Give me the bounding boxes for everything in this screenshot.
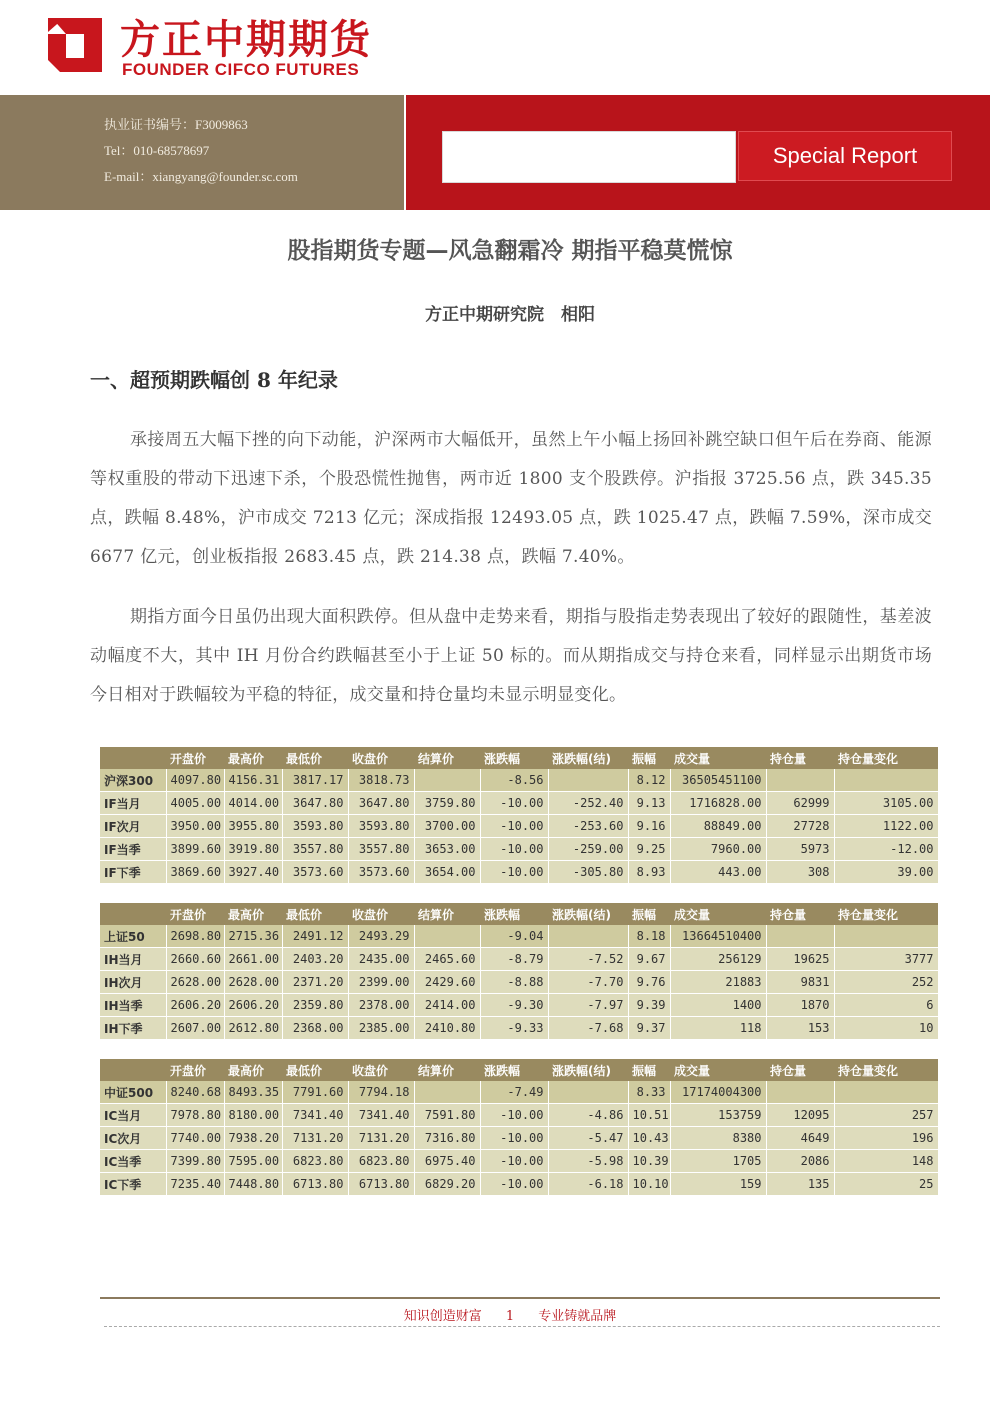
table-cell: 7341.40 bbox=[282, 1104, 348, 1127]
table-row bbox=[100, 925, 938, 948]
table-cell: 10.43 bbox=[628, 1127, 670, 1150]
table-cell bbox=[548, 769, 628, 792]
row-label: 沪深300 bbox=[100, 769, 166, 792]
row-label: IH次月 bbox=[100, 971, 166, 994]
table-cell: 10 bbox=[834, 1017, 938, 1040]
column-header: 成交量 bbox=[670, 747, 766, 769]
column-header: 收盘价 bbox=[348, 903, 414, 925]
table-cell: 118 bbox=[670, 1017, 766, 1040]
table-cell: -9.30 bbox=[480, 994, 548, 1017]
table-cell: 9.39 bbox=[628, 994, 670, 1017]
table-cell: 7591.80 bbox=[414, 1104, 480, 1127]
table-cell: 3647.80 bbox=[282, 792, 348, 815]
table-cell: 2403.20 bbox=[282, 948, 348, 971]
table-cell: 2371.20 bbox=[282, 971, 348, 994]
table-cell: 3557.80 bbox=[348, 838, 414, 861]
row-label: IH当月 bbox=[100, 948, 166, 971]
table-cell: 2368.00 bbox=[282, 1017, 348, 1040]
table-cell: 148 bbox=[834, 1150, 938, 1173]
table-row bbox=[100, 815, 938, 838]
table-cell: 2661.00 bbox=[224, 948, 282, 971]
table-cell: 2606.20 bbox=[166, 994, 224, 1017]
table-cell: 2698.80 bbox=[166, 925, 224, 948]
column-header: 收盘价 bbox=[348, 747, 414, 769]
table-cell bbox=[414, 1081, 480, 1104]
table-cell: 19625 bbox=[766, 948, 834, 971]
table-cell: 8.18 bbox=[628, 925, 670, 948]
table-cell: 36505451100 bbox=[670, 769, 766, 792]
table-cell: -10.00 bbox=[480, 792, 548, 815]
table-row bbox=[100, 1127, 938, 1150]
table-cell: -8.79 bbox=[480, 948, 548, 971]
logo-chinese-name: 方正中期期货 bbox=[120, 17, 372, 63]
table-cell: 2612.80 bbox=[224, 1017, 282, 1040]
table-cell bbox=[548, 1081, 628, 1104]
table-row bbox=[100, 861, 938, 884]
table-cell: 12095 bbox=[766, 1104, 834, 1127]
logo-english-name: FOUNDER CIFCO FUTURES bbox=[122, 60, 360, 79]
table-cell: 2491.12 bbox=[282, 925, 348, 948]
column-header: 持仓量变化 bbox=[834, 903, 938, 925]
table-cell: 153 bbox=[766, 1017, 834, 1040]
table-cell: 3899.60 bbox=[166, 838, 224, 861]
footer-divider bbox=[100, 1297, 940, 1299]
table-cell: 7791.60 bbox=[282, 1081, 348, 1104]
table-cell: 2410.80 bbox=[414, 1017, 480, 1040]
table-cell: 9.16 bbox=[628, 815, 670, 838]
table-cell: 2359.80 bbox=[282, 994, 348, 1017]
row-label: IC次月 bbox=[100, 1127, 166, 1150]
table-cell: 6 bbox=[834, 994, 938, 1017]
table-cell bbox=[414, 769, 480, 792]
table-cell bbox=[834, 925, 938, 948]
column-header: 振幅 bbox=[628, 903, 670, 925]
row-label: IF当季 bbox=[100, 838, 166, 861]
table-cell: 3557.80 bbox=[282, 838, 348, 861]
banner-blank-box bbox=[442, 131, 736, 183]
table-cell: 256129 bbox=[670, 948, 766, 971]
column-header: 开盘价 bbox=[166, 747, 224, 769]
table-cell: -7.70 bbox=[548, 971, 628, 994]
table-cell bbox=[834, 1081, 938, 1104]
table-cell: 2607.00 bbox=[166, 1017, 224, 1040]
table-cell: -5.47 bbox=[548, 1127, 628, 1150]
table-cell bbox=[766, 769, 834, 792]
column-header: 涨跌幅(结) bbox=[548, 747, 628, 769]
column-header: 最低价 bbox=[282, 903, 348, 925]
table-header-row bbox=[100, 1059, 938, 1081]
table-cell: 8380 bbox=[670, 1127, 766, 1150]
table-cell: 7399.80 bbox=[166, 1150, 224, 1173]
table-cell: 13664510400 bbox=[670, 925, 766, 948]
table-cell: -7.52 bbox=[548, 948, 628, 971]
table-cell: -5.98 bbox=[548, 1150, 628, 1173]
table-cell: 252 bbox=[834, 971, 938, 994]
table-cell: -252.40 bbox=[548, 792, 628, 815]
table-cell: 8180.00 bbox=[224, 1104, 282, 1127]
table-cell: 1870 bbox=[766, 994, 834, 1017]
table-cell: 1122.00 bbox=[834, 815, 938, 838]
table-cell: 8.93 bbox=[628, 861, 670, 884]
table-cell: 7131.20 bbox=[348, 1127, 414, 1150]
report-author: 方正中期研究院 相阳 bbox=[425, 305, 595, 325]
table-cell: 196 bbox=[834, 1127, 938, 1150]
section-heading: 一、超预期跌幅创 8 年纪录 bbox=[90, 368, 338, 392]
column-header: 持仓量 bbox=[766, 903, 834, 925]
table-cell: 3927.40 bbox=[224, 861, 282, 884]
column-header: 振幅 bbox=[628, 1059, 670, 1081]
column-header: 涨跌幅 bbox=[480, 1059, 548, 1081]
table-cell: 4097.80 bbox=[166, 769, 224, 792]
table-cell: 3818.73 bbox=[348, 769, 414, 792]
table-cell: 6829.20 bbox=[414, 1173, 480, 1196]
footer-slogan-right: 专业铸就品牌 bbox=[538, 1309, 617, 1324]
table-cell: 135 bbox=[766, 1173, 834, 1196]
table-cell: 1705 bbox=[670, 1150, 766, 1173]
license-number: 执业证书编号：F3009863 bbox=[104, 117, 248, 132]
table-cell: 257 bbox=[834, 1104, 938, 1127]
table-cell: -10.00 bbox=[480, 1127, 548, 1150]
column-header: 最高价 bbox=[224, 1059, 282, 1081]
table-cell bbox=[414, 925, 480, 948]
table-cell: 7978.80 bbox=[166, 1104, 224, 1127]
table-cell: -10.00 bbox=[480, 1150, 548, 1173]
row-label: IH当季 bbox=[100, 994, 166, 1017]
paragraph-1: 承接周五大幅下挫的向下动能，沪深两市大幅低开，虽然上午小幅上扬回补跳空缺口但午后在券商、能源等权重股的带动下迅速下杀，个股恐慌性抛售，两市近 1800 支个股跌停。沪指报 3725.56 点，跌 345.35 点，跌幅 8.48%，沪市成交 7213 亿元；深成指报 12493.05 点，跌 1025.47 点，跌幅 7.59%，深市成交 6677 亿元，创业板指报 2683.45 点，跌 214.38 点，跌幅 7.40%。 bbox=[90, 430, 932, 567]
table-cell: 7235.40 bbox=[166, 1173, 224, 1196]
table-cell: 4156.31 bbox=[224, 769, 282, 792]
column-header: 持仓量 bbox=[766, 747, 834, 769]
table-cell: 1716828.00 bbox=[670, 792, 766, 815]
table-cell: 4005.00 bbox=[166, 792, 224, 815]
page-number: 1 bbox=[505, 1309, 515, 1324]
table-cell: 3759.80 bbox=[414, 792, 480, 815]
table-cell: 10.39 bbox=[628, 1150, 670, 1173]
table-cell: 3817.17 bbox=[282, 769, 348, 792]
row-label: IF下季 bbox=[100, 861, 166, 884]
table-cell: -10.00 bbox=[480, 1173, 548, 1196]
row-label: IC当季 bbox=[100, 1150, 166, 1173]
table-cell: -10.00 bbox=[480, 861, 548, 884]
table-cell: -7.49 bbox=[480, 1081, 548, 1104]
table-cell: 7960.00 bbox=[670, 838, 766, 861]
table-cell: -6.18 bbox=[548, 1173, 628, 1196]
table-cell: 17174004300 bbox=[670, 1081, 766, 1104]
column-header: 最低价 bbox=[282, 747, 348, 769]
table-cell bbox=[548, 925, 628, 948]
column-header: 持仓量 bbox=[766, 1059, 834, 1081]
table-cell: 4014.00 bbox=[224, 792, 282, 815]
table-cell: 3919.80 bbox=[224, 838, 282, 861]
column-header: 成交量 bbox=[670, 1059, 766, 1081]
table-cell: -253.60 bbox=[548, 815, 628, 838]
table-cell: 3647.80 bbox=[348, 792, 414, 815]
table-cell: 7595.00 bbox=[224, 1150, 282, 1173]
table-cell: 62999 bbox=[766, 792, 834, 815]
table-cell: 159 bbox=[670, 1173, 766, 1196]
table-cell: 1400 bbox=[670, 994, 766, 1017]
table-cell: 9.37 bbox=[628, 1017, 670, 1040]
table-cell: 2628.00 bbox=[224, 971, 282, 994]
sse50-futures-table bbox=[100, 903, 939, 1040]
table-cell: 10.51 bbox=[628, 1104, 670, 1127]
table-row bbox=[100, 948, 938, 971]
paragraph-2: 期指方面今日虽仍出现大面积跌停。但从盘中走势来看，期指与股指走势表现出了较好的跟随性，基差波动幅度不大，其中 IH 月份合约跌幅甚至小于上证 50 标的。而从期指成交与持仓来看，同样显示出期货市场今日相对于跌幅较为平稳的特征，成交量和持仓量均未显示明显变化。 bbox=[90, 607, 932, 705]
table-cell: 39.00 bbox=[834, 861, 938, 884]
table-cell: 7794.18 bbox=[348, 1081, 414, 1104]
row-label: 中证500 bbox=[100, 1081, 166, 1104]
column-header: 开盘价 bbox=[166, 903, 224, 925]
table-cell: 2435.00 bbox=[348, 948, 414, 971]
table-cell: 27728 bbox=[766, 815, 834, 838]
row-label: IH下季 bbox=[100, 1017, 166, 1040]
table-cell: 8.33 bbox=[628, 1081, 670, 1104]
column-header: 持仓量变化 bbox=[834, 1059, 938, 1081]
table-cell: 7938.20 bbox=[224, 1127, 282, 1150]
column-header: 持仓量变化 bbox=[834, 747, 938, 769]
footer-dashed-line bbox=[104, 1326, 940, 1327]
table-cell: 3573.60 bbox=[282, 861, 348, 884]
table-cell: -8.88 bbox=[480, 971, 548, 994]
column-header: 结算价 bbox=[414, 903, 480, 925]
csi300-futures-table bbox=[100, 747, 939, 884]
column-header bbox=[100, 747, 166, 769]
column-header: 涨跌幅 bbox=[480, 903, 548, 925]
column-header: 最高价 bbox=[224, 903, 282, 925]
table-cell: 6823.80 bbox=[348, 1150, 414, 1173]
table-cell: 2465.60 bbox=[414, 948, 480, 971]
table-cell: 3105.00 bbox=[834, 792, 938, 815]
column-header: 最低价 bbox=[282, 1059, 348, 1081]
table-cell: 3654.00 bbox=[414, 861, 480, 884]
footer-slogan-left: 知识创造财富 bbox=[403, 1309, 482, 1324]
table-cell: 9.76 bbox=[628, 971, 670, 994]
table-cell: 8240.68 bbox=[166, 1081, 224, 1104]
special-report-label: Special Report bbox=[738, 131, 952, 181]
table-cell: 2493.29 bbox=[348, 925, 414, 948]
column-header: 结算价 bbox=[414, 747, 480, 769]
table-cell: 9.67 bbox=[628, 948, 670, 971]
table-cell: 153759 bbox=[670, 1104, 766, 1127]
column-header: 振幅 bbox=[628, 747, 670, 769]
table-cell: 3955.80 bbox=[224, 815, 282, 838]
row-label: IF次月 bbox=[100, 815, 166, 838]
table-cell: 7448.80 bbox=[224, 1173, 282, 1196]
table-cell: -305.80 bbox=[548, 861, 628, 884]
table-cell: 2660.60 bbox=[166, 948, 224, 971]
table-cell bbox=[834, 769, 938, 792]
table-cell: 4649 bbox=[766, 1127, 834, 1150]
table-cell: -8.56 bbox=[480, 769, 548, 792]
row-label: IF当月 bbox=[100, 792, 166, 815]
table-cell: 6713.80 bbox=[348, 1173, 414, 1196]
table-cell: 3700.00 bbox=[414, 815, 480, 838]
table-row bbox=[100, 971, 938, 994]
column-header: 收盘价 bbox=[348, 1059, 414, 1081]
table-cell bbox=[766, 1081, 834, 1104]
table-cell bbox=[766, 925, 834, 948]
table-cell: 3593.80 bbox=[348, 815, 414, 838]
table-header-row bbox=[100, 903, 938, 925]
column-header: 开盘价 bbox=[166, 1059, 224, 1081]
table-cell: 8493.35 bbox=[224, 1081, 282, 1104]
table-cell: 88849.00 bbox=[670, 815, 766, 838]
table-cell: 3573.60 bbox=[348, 861, 414, 884]
table-cell: 2385.00 bbox=[348, 1017, 414, 1040]
table-cell: 2086 bbox=[766, 1150, 834, 1173]
table-cell: -7.97 bbox=[548, 994, 628, 1017]
column-header: 成交量 bbox=[670, 903, 766, 925]
table-cell: -12.00 bbox=[834, 838, 938, 861]
table-cell: 2378.00 bbox=[348, 994, 414, 1017]
table-cell: 3777 bbox=[834, 948, 938, 971]
table-cell: -259.00 bbox=[548, 838, 628, 861]
table-cell: 8.12 bbox=[628, 769, 670, 792]
column-header: 涨跌幅(结) bbox=[548, 903, 628, 925]
table-cell: 6823.80 bbox=[282, 1150, 348, 1173]
table-cell: 9.25 bbox=[628, 838, 670, 861]
table-cell: -10.00 bbox=[480, 838, 548, 861]
table-cell: 7131.20 bbox=[282, 1127, 348, 1150]
row-label: IC当月 bbox=[100, 1104, 166, 1127]
table-cell: 2414.00 bbox=[414, 994, 480, 1017]
row-label: 上证50 bbox=[100, 925, 166, 948]
table-cell: 3653.00 bbox=[414, 838, 480, 861]
table-cell: 2606.20 bbox=[224, 994, 282, 1017]
table-cell: 3950.00 bbox=[166, 815, 224, 838]
table-cell: -9.04 bbox=[480, 925, 548, 948]
table-cell: 9.13 bbox=[628, 792, 670, 815]
table-cell: 21883 bbox=[670, 971, 766, 994]
table-row bbox=[100, 792, 938, 815]
table-cell: 2429.60 bbox=[414, 971, 480, 994]
table-row bbox=[100, 838, 938, 861]
table-cell: 2715.36 bbox=[224, 925, 282, 948]
column-header: 涨跌幅 bbox=[480, 747, 548, 769]
table-cell: 2399.00 bbox=[348, 971, 414, 994]
table-cell: 7316.80 bbox=[414, 1127, 480, 1150]
table-cell: 6975.40 bbox=[414, 1150, 480, 1173]
table-row bbox=[100, 1173, 938, 1196]
email: E-mail：xiangyang@founder.sc.com bbox=[104, 169, 298, 184]
company-logo-icon bbox=[42, 12, 108, 78]
telephone: Tel：010-68578697 bbox=[104, 143, 210, 158]
report-title: 股指期货专题—风急翻霜冷 期指平稳莫慌惊 bbox=[287, 238, 733, 264]
table-cell: 5973 bbox=[766, 838, 834, 861]
table-header-row bbox=[100, 747, 938, 769]
table-cell: 3869.60 bbox=[166, 861, 224, 884]
table-row bbox=[100, 1017, 938, 1040]
table-cell: -10.00 bbox=[480, 815, 548, 838]
csi500-futures-table bbox=[100, 1059, 939, 1196]
row-label: IC下季 bbox=[100, 1173, 166, 1196]
table-row bbox=[100, 769, 938, 792]
table-cell: 2628.00 bbox=[166, 971, 224, 994]
table-cell: 443.00 bbox=[670, 861, 766, 884]
page-footer bbox=[0, 1305, 992, 1324]
table-row bbox=[100, 1104, 938, 1127]
table-cell: 7341.40 bbox=[348, 1104, 414, 1127]
table-row bbox=[100, 1150, 938, 1173]
table-cell: 7740.00 bbox=[166, 1127, 224, 1150]
table-cell: 25 bbox=[834, 1173, 938, 1196]
table-cell: -10.00 bbox=[480, 1104, 548, 1127]
table-cell: -9.33 bbox=[480, 1017, 548, 1040]
column-header bbox=[100, 903, 166, 925]
column-header: 结算价 bbox=[414, 1059, 480, 1081]
table-cell: -7.68 bbox=[548, 1017, 628, 1040]
table-cell: 3593.80 bbox=[282, 815, 348, 838]
table-row bbox=[100, 994, 938, 1017]
table-row bbox=[100, 1081, 938, 1104]
column-header: 最高价 bbox=[224, 747, 282, 769]
table-cell: 9831 bbox=[766, 971, 834, 994]
table-cell: 6713.80 bbox=[282, 1173, 348, 1196]
column-header: 涨跌幅(结) bbox=[548, 1059, 628, 1081]
table-cell: 10.10 bbox=[628, 1173, 670, 1196]
table-cell: 308 bbox=[766, 861, 834, 884]
column-header bbox=[100, 1059, 166, 1081]
table-cell: -4.86 bbox=[548, 1104, 628, 1127]
